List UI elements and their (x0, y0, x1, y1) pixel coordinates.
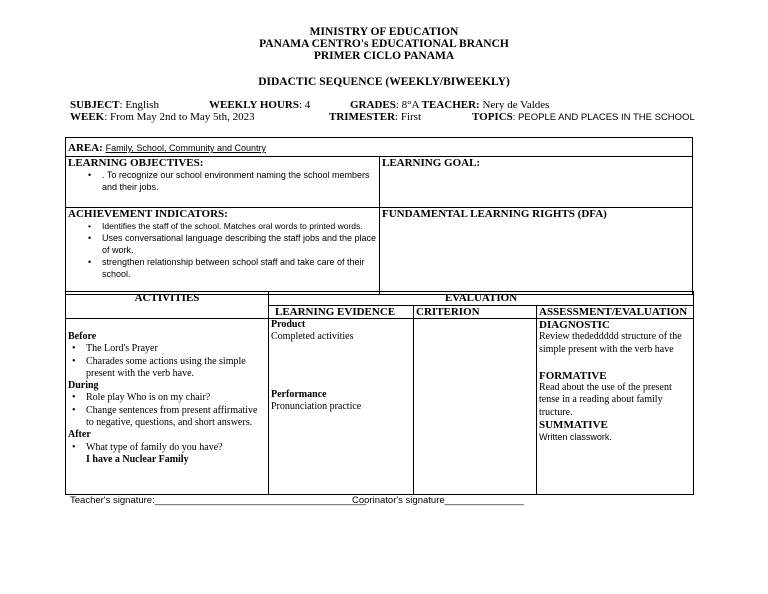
summative-value: Written classwork. (539, 432, 612, 443)
activity-item: • Charades some actions using the simple present with the verb have. (68, 356, 266, 381)
formative-heading: FORMATIVE (539, 369, 607, 382)
formative-value: Read about the use of the present tense in a reading about family tructure. (539, 382, 672, 418)
dfa-cell (380, 208, 693, 295)
before-heading: Before (68, 331, 97, 342)
document-title: DIDACTIC SEQUENCE (WEEKLY/BIWEEKLY) (258, 76, 510, 88)
activities-cell (66, 319, 269, 495)
trimester-field: TRIMESTER: First (329, 111, 422, 123)
indicator-item: • Uses conversational language describing the staff jobs and the place of work. (84, 232, 377, 256)
summative-heading: SUMMATIVE (539, 419, 608, 432)
diagnostic-value: Review thededdddd structure of the simple present with the verb have (539, 331, 682, 355)
assessment-cell (537, 319, 694, 495)
dfa-heading: FUNDAMENTAL LEARNING RIGHTS (DFA) (382, 208, 607, 220)
diagnostic-heading: DIAGNOSTIC (539, 319, 610, 331)
achievement-indicators-heading: ACHIEVEMENT INDICATORS: (68, 208, 228, 220)
branch-title: PANAMA CENTRO's EDUCATIONAL BRANCH (259, 38, 509, 50)
topics-field: TOPICS: PEOPLE AND PLACES IN THE SCHOOL (472, 111, 695, 123)
activity-item: • Role play Who is on my chair? (68, 392, 266, 404)
activities-heading: ACTIVITIES (66, 292, 269, 319)
achievement-indicators-cell (66, 208, 380, 295)
activity-item: • What type of family do you have? (68, 442, 266, 454)
product-heading: Product (271, 319, 306, 330)
activity-item: • Change sentences from present affirmative to negative, questions, and short answers. (68, 405, 266, 430)
subject-field: SUBJECT: English (70, 99, 159, 111)
objective-item: • . To recognize our school environment naming the school members and their jobs. (84, 169, 377, 193)
performance-value: Pronunciation practice (271, 400, 362, 412)
learning-evidence-cell (269, 319, 414, 495)
grades-teacher-field: GRADES: 8°A TEACHER: Nery de Valdes (350, 99, 550, 111)
assessment-heading: ASSESSMENT/EVALUATION (537, 305, 694, 319)
ministry-title: MINISTRY OF EDUCATION (309, 26, 459, 38)
weekly-hours-field: WEEKLY HOURS: 4 (209, 99, 311, 111)
criterion-heading: CRITERION (414, 305, 537, 319)
learning-evidence-heading: LEARNING EVIDENCE (269, 305, 414, 319)
ciclo-title: PRIMER CICLO PANAMA (313, 50, 455, 62)
after-heading: After (68, 429, 91, 441)
activity-item: • The Lord's Prayer (68, 343, 266, 355)
area-row: AREA: Family, School, Community and Country (66, 138, 693, 157)
coordinator-signature: Coorinator's signature_______________ (352, 495, 524, 506)
lower-table (65, 291, 694, 495)
upper-table (65, 137, 693, 295)
week-field: WEEK: From May 2nd to May 5th, 2023 (70, 111, 255, 123)
learning-goal-heading: LEARNING GOAL: (382, 157, 481, 169)
learning-objectives-heading: LEARNING OBJECTIVES: (68, 157, 204, 169)
learning-goal-cell (380, 157, 693, 208)
criterion-cell (414, 319, 537, 495)
indicator-item: • strengthen relationship between school staff and take care of their school. (84, 256, 377, 280)
learning-objectives-cell (66, 157, 380, 208)
performance-heading: Performance (271, 388, 327, 400)
during-heading: During (68, 380, 99, 392)
after-answer: I have a Nuclear Family (86, 453, 189, 465)
product-value: Completed activities (271, 331, 354, 343)
evaluation-heading: EVALUATION (269, 292, 694, 306)
indicator-item: • Identifies the staff of the school. Matches oral words to printed words. (84, 220, 377, 232)
teacher-signature: Teacher's signature:________________________________________ (70, 495, 367, 506)
